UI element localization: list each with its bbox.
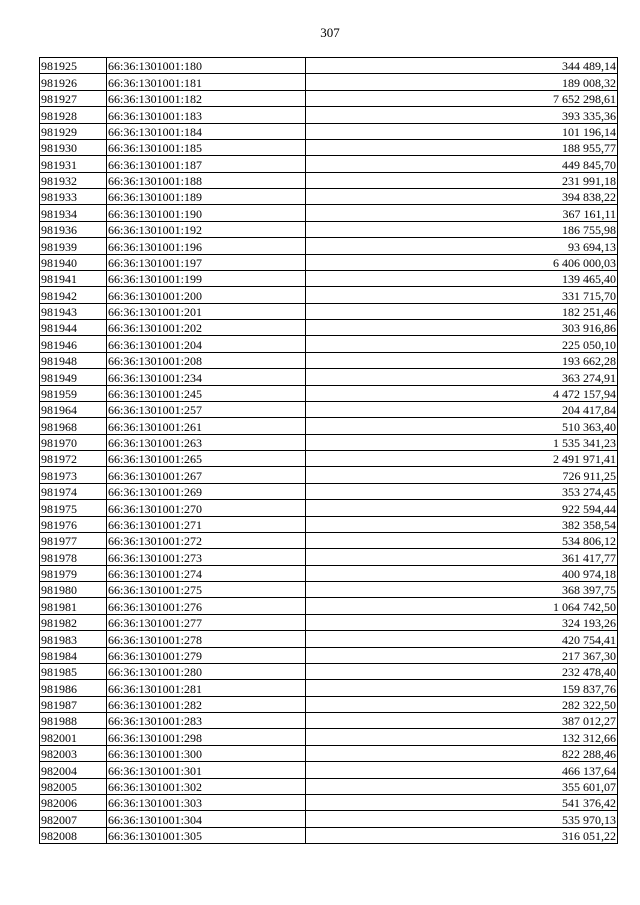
record-number-cell: 981927 (40, 90, 107, 106)
cadastral-number-cell: 66:36:1301001:204 (107, 336, 306, 352)
page-number: 307 (320, 25, 340, 40)
cadastral-number-cell: 66:36:1301001:199 (107, 270, 306, 286)
record-number-cell: 981980 (40, 582, 107, 598)
cadastral-number-cell: 66:36:1301001:267 (107, 467, 306, 483)
table-row (40, 205, 618, 221)
table-row (40, 369, 618, 385)
cadastral-number-cell: 66:36:1301001:261 (107, 418, 306, 434)
cadastral-value-cell: 303 916,86 (306, 320, 618, 336)
cadastral-value-cell: 922 594,44 (306, 500, 618, 516)
record-number-cell: 981981 (40, 598, 107, 614)
cadastral-value-cell: 225 050,10 (306, 336, 618, 352)
cadastral-number-cell: 66:36:1301001:192 (107, 221, 306, 237)
cadastral-value-cell: 393 335,36 (306, 107, 618, 123)
cadastral-number-cell: 66:36:1301001:280 (107, 663, 306, 679)
table-row (40, 827, 618, 843)
table-row (40, 549, 618, 565)
table-row (40, 189, 618, 205)
record-number-cell: 981976 (40, 516, 107, 532)
cadastral-value-cell: 188 955,77 (306, 139, 618, 155)
cadastral-value-cell: 4 472 157,94 (306, 385, 618, 401)
cadastral-number-cell: 66:36:1301001:188 (107, 172, 306, 188)
cadastral-number-cell: 66:36:1301001:271 (107, 516, 306, 532)
table-row (40, 713, 618, 729)
table-row (40, 58, 618, 74)
cadastral-value-cell: 182 251,46 (306, 303, 618, 319)
table-row (40, 385, 618, 401)
cadastral-value-cell: 355 601,07 (306, 778, 618, 794)
record-number-cell: 982006 (40, 794, 107, 810)
record-number-cell: 981931 (40, 156, 107, 172)
table-row (40, 156, 618, 172)
cadastral-value-cell: 541 376,42 (306, 794, 618, 810)
cadastral-number-cell: 66:36:1301001:245 (107, 385, 306, 401)
record-number-cell: 982001 (40, 729, 107, 745)
record-number-cell: 981943 (40, 303, 107, 319)
table-row (40, 631, 618, 647)
record-number-cell: 981941 (40, 270, 107, 286)
table-row (40, 434, 618, 450)
table-row (40, 303, 618, 319)
cadastral-number-cell: 66:36:1301001:300 (107, 745, 306, 761)
cadastral-value-cell: 139 465,40 (306, 270, 618, 286)
table-row (40, 794, 618, 810)
cadastral-value-cell: 231 991,18 (306, 172, 618, 188)
record-number-cell: 981975 (40, 500, 107, 516)
cadastral-number-cell: 66:36:1301001:276 (107, 598, 306, 614)
cadastral-number-cell: 66:36:1301001:281 (107, 680, 306, 696)
cadastral-number-cell: 66:36:1301001:190 (107, 205, 306, 221)
cadastral-number-cell: 66:36:1301001:201 (107, 303, 306, 319)
table-row (40, 90, 618, 106)
table-row (40, 811, 618, 827)
record-number-cell: 981940 (40, 254, 107, 270)
cadastral-number-cell: 66:36:1301001:257 (107, 401, 306, 417)
cadastral-number-cell: 66:36:1301001:305 (107, 827, 306, 843)
record-number-cell: 981929 (40, 123, 107, 139)
record-number-cell: 981970 (40, 434, 107, 450)
cadastral-number-cell: 66:36:1301001:182 (107, 90, 306, 106)
cadastral-number-cell: 66:36:1301001:185 (107, 139, 306, 155)
cadastral-number-cell: 66:36:1301001:200 (107, 287, 306, 303)
record-number-cell: 981944 (40, 320, 107, 336)
cadastral-number-cell: 66:36:1301001:234 (107, 369, 306, 385)
cadastral-value-cell: 1 535 341,23 (306, 434, 618, 450)
table-row (40, 336, 618, 352)
table-row (40, 680, 618, 696)
table-row (40, 598, 618, 614)
cadastral-value-cell: 204 417,84 (306, 401, 618, 417)
cadastral-number-cell: 66:36:1301001:181 (107, 74, 306, 90)
record-number-cell: 982007 (40, 811, 107, 827)
cadastral-number-cell: 66:36:1301001:189 (107, 189, 306, 205)
record-number-cell: 982004 (40, 762, 107, 778)
record-number-cell: 981939 (40, 238, 107, 254)
cadastral-number-cell: 66:36:1301001:298 (107, 729, 306, 745)
cadastral-value-cell: 387 012,27 (306, 713, 618, 729)
cadastral-value-cell: 186 755,98 (306, 221, 618, 237)
cadastral-value-cell: 6 406 000,03 (306, 254, 618, 270)
table-row (40, 762, 618, 778)
cadastral-number-cell: 66:36:1301001:279 (107, 647, 306, 663)
cadastral-value-cell: 1 064 742,50 (306, 598, 618, 614)
table-row (40, 270, 618, 286)
cadastral-value-cell: 510 363,40 (306, 418, 618, 434)
cadastral-value-cell: 394 838,22 (306, 189, 618, 205)
table-row (40, 778, 618, 794)
cadastral-number-cell: 66:36:1301001:270 (107, 500, 306, 516)
table-row (40, 745, 618, 761)
cadastral-value-cell: 189 008,32 (306, 74, 618, 90)
cadastral-number-cell: 66:36:1301001:197 (107, 254, 306, 270)
cadastral-number-cell: 66:36:1301001:277 (107, 614, 306, 630)
table-row (40, 451, 618, 467)
record-number-cell: 981983 (40, 631, 107, 647)
cadastral-value-cell: 232 478,40 (306, 663, 618, 679)
table-row (40, 320, 618, 336)
record-number-cell: 981964 (40, 401, 107, 417)
record-number-cell: 981925 (40, 58, 107, 74)
cadastral-number-cell: 66:36:1301001:187 (107, 156, 306, 172)
table-row (40, 696, 618, 712)
cadastral-value-cell: 159 837,76 (306, 680, 618, 696)
record-number-cell: 981968 (40, 418, 107, 434)
record-number-cell: 981986 (40, 680, 107, 696)
table-row (40, 565, 618, 581)
cadastral-value-cell: 535 970,13 (306, 811, 618, 827)
record-number-cell: 982005 (40, 778, 107, 794)
table-body (40, 58, 618, 844)
table-row (40, 238, 618, 254)
table-row (40, 729, 618, 745)
cadastral-value-cell: 382 358,54 (306, 516, 618, 532)
cadastral-value-cell: 400 974,18 (306, 565, 618, 581)
table-row (40, 139, 618, 155)
table-row (40, 74, 618, 90)
cadastral-value-cell: 132 312,66 (306, 729, 618, 745)
cadastral-value-cell: 331 715,70 (306, 287, 618, 303)
cadastral-number-cell: 66:36:1301001:283 (107, 713, 306, 729)
record-number-cell: 981974 (40, 483, 107, 499)
table-row (40, 467, 618, 483)
cadastral-value-table (39, 57, 618, 844)
record-number-cell: 981978 (40, 549, 107, 565)
table-row (40, 254, 618, 270)
record-number-cell: 981930 (40, 139, 107, 155)
cadastral-value-cell: 101 196,14 (306, 123, 618, 139)
cadastral-number-cell: 66:36:1301001:275 (107, 582, 306, 598)
record-number-cell: 981949 (40, 369, 107, 385)
cadastral-value-cell: 353 274,45 (306, 483, 618, 499)
record-number-cell: 981926 (40, 74, 107, 90)
table-row (40, 663, 618, 679)
table-row (40, 287, 618, 303)
record-number-cell: 981973 (40, 467, 107, 483)
cadastral-number-cell: 66:36:1301001:208 (107, 352, 306, 368)
record-number-cell: 981972 (40, 451, 107, 467)
cadastral-number-cell: 66:36:1301001:273 (107, 549, 306, 565)
cadastral-number-cell: 66:36:1301001:301 (107, 762, 306, 778)
cadastral-number-cell: 66:36:1301001:272 (107, 532, 306, 548)
cadastral-value-cell: 367 161,11 (306, 205, 618, 221)
cadastral-value-cell: 420 754,41 (306, 631, 618, 647)
cadastral-value-cell: 7 652 298,61 (306, 90, 618, 106)
table-row (40, 401, 618, 417)
table-row (40, 221, 618, 237)
record-number-cell: 981932 (40, 172, 107, 188)
cadastral-number-cell: 66:36:1301001:278 (107, 631, 306, 647)
table-row (40, 582, 618, 598)
record-number-cell: 981942 (40, 287, 107, 303)
cadastral-value-cell: 217 367,30 (306, 647, 618, 663)
table-row (40, 532, 618, 548)
table-row (40, 418, 618, 434)
cadastral-number-cell: 66:36:1301001:180 (107, 58, 306, 74)
table-row (40, 172, 618, 188)
record-number-cell: 981984 (40, 647, 107, 663)
record-number-cell: 981988 (40, 713, 107, 729)
cadastral-value-cell: 93 694,13 (306, 238, 618, 254)
cadastral-number-cell: 66:36:1301001:304 (107, 811, 306, 827)
record-number-cell: 981979 (40, 565, 107, 581)
cadastral-number-cell: 66:36:1301001:263 (107, 434, 306, 450)
cadastral-value-cell: 466 137,64 (306, 762, 618, 778)
record-number-cell: 981933 (40, 189, 107, 205)
record-number-cell: 982008 (40, 827, 107, 843)
cadastral-value-cell: 2 491 971,41 (306, 451, 618, 467)
cadastral-number-cell: 66:36:1301001:196 (107, 238, 306, 254)
cadastral-number-cell: 66:36:1301001:183 (107, 107, 306, 123)
cadastral-number-cell: 66:36:1301001:184 (107, 123, 306, 139)
table-row (40, 614, 618, 630)
record-number-cell: 981987 (40, 696, 107, 712)
record-number-cell: 981982 (40, 614, 107, 630)
record-number-cell: 981928 (40, 107, 107, 123)
cadastral-number-cell: 66:36:1301001:302 (107, 778, 306, 794)
cadastral-value-cell: 361 417,77 (306, 549, 618, 565)
cadastral-number-cell: 66:36:1301001:265 (107, 451, 306, 467)
cadastral-value-cell: 282 322,50 (306, 696, 618, 712)
cadastral-number-cell: 66:36:1301001:282 (107, 696, 306, 712)
cadastral-value-cell: 368 397,75 (306, 582, 618, 598)
cadastral-value-cell: 193 662,28 (306, 352, 618, 368)
cadastral-value-cell: 316 051,22 (306, 827, 618, 843)
cadastral-value-cell: 726 911,25 (306, 467, 618, 483)
cadastral-value-cell: 324 193,26 (306, 614, 618, 630)
table-row (40, 352, 618, 368)
table-row (40, 500, 618, 516)
table-row (40, 107, 618, 123)
cadastral-number-cell: 66:36:1301001:269 (107, 483, 306, 499)
table-row (40, 483, 618, 499)
cadastral-value-cell: 344 489,14 (306, 58, 618, 74)
record-number-cell: 981946 (40, 336, 107, 352)
record-number-cell: 982003 (40, 745, 107, 761)
cadastral-number-cell: 66:36:1301001:274 (107, 565, 306, 581)
record-number-cell: 981977 (40, 532, 107, 548)
cadastral-number-cell: 66:36:1301001:303 (107, 794, 306, 810)
cadastral-value-cell: 363 274,91 (306, 369, 618, 385)
record-number-cell: 981959 (40, 385, 107, 401)
cadastral-number-cell: 66:36:1301001:202 (107, 320, 306, 336)
cadastral-value-cell: 449 845,70 (306, 156, 618, 172)
record-number-cell: 981936 (40, 221, 107, 237)
record-number-cell: 981934 (40, 205, 107, 221)
cadastral-value-cell: 822 288,46 (306, 745, 618, 761)
table-row (40, 123, 618, 139)
table-row (40, 647, 618, 663)
cadastral-value-cell: 534 806,12 (306, 532, 618, 548)
record-number-cell: 981985 (40, 663, 107, 679)
record-number-cell: 981948 (40, 352, 107, 368)
table-row (40, 516, 618, 532)
